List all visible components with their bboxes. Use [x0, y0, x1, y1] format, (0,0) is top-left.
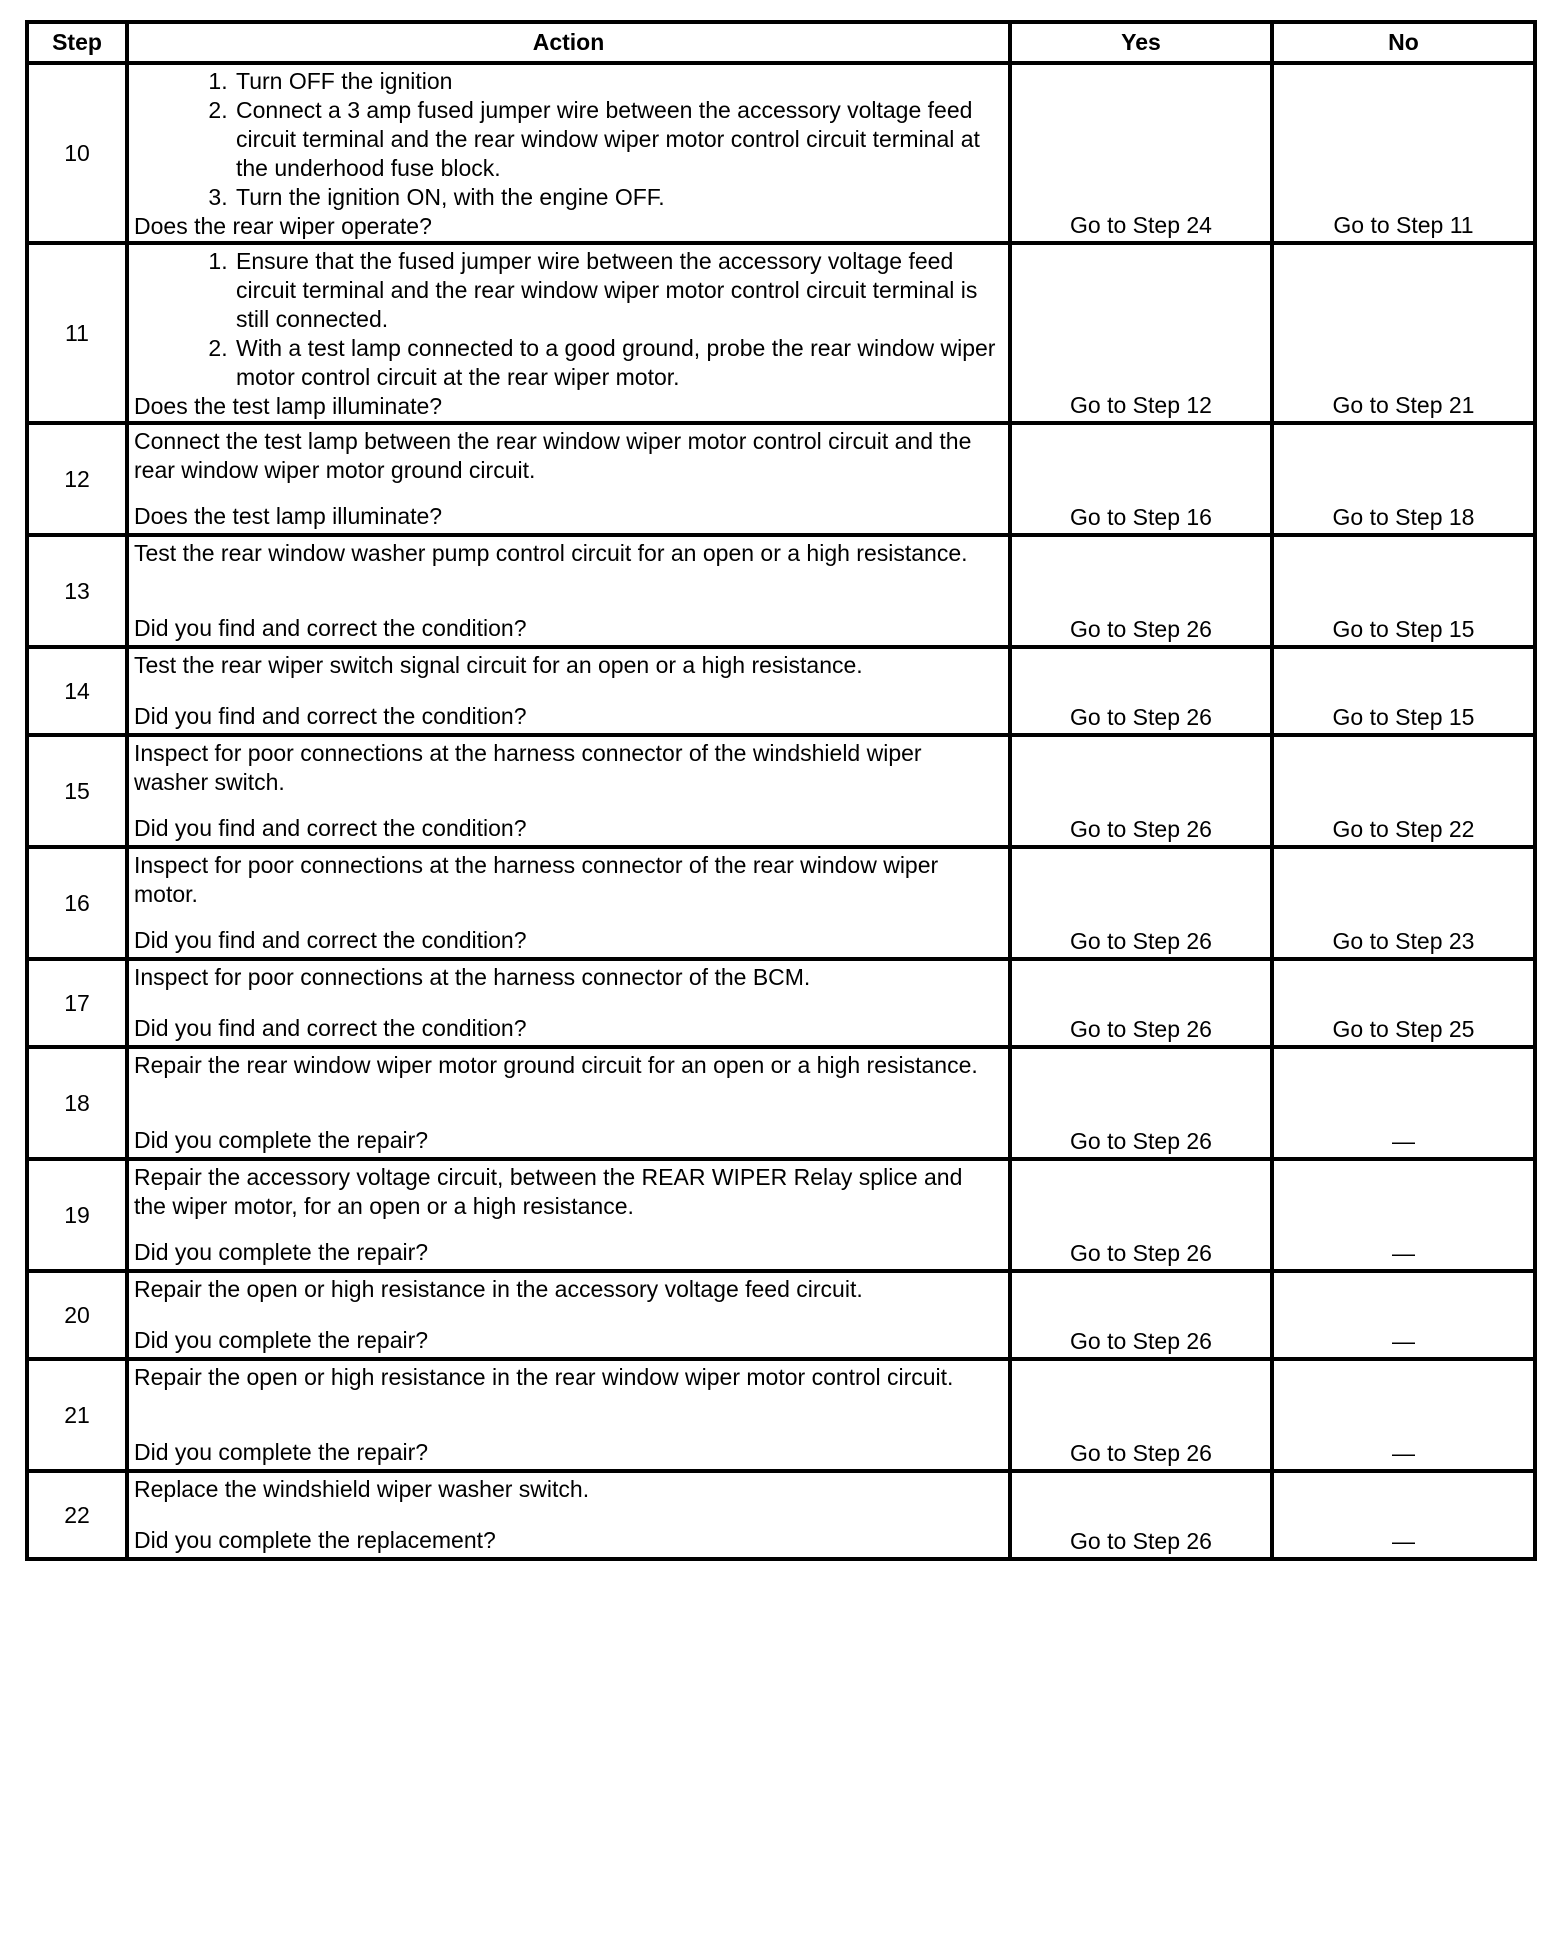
no-result: Go to Step 15: [1272, 647, 1535, 735]
step-number: 21: [27, 1359, 127, 1471]
action-question: Did you find and correct the condition?: [134, 1015, 527, 1041]
step-number: 15: [27, 735, 127, 847]
action-cell: [127, 1047, 1010, 1159]
action-text: Test the rear window washer pump control circuit for an open or a high resistance.: [134, 540, 968, 566]
action-content: [134, 427, 1000, 531]
action-text: Test the rear wiper switch signal circuit for an open or a high resistance.: [134, 652, 863, 678]
action-question: Did you find and correct the condition?: [134, 815, 527, 841]
action-content: [134, 539, 1000, 643]
action-text: Connect the test lamp between the rear window wiper motor control circuit and the rear window wiper motor ground circuit.: [134, 428, 972, 483]
action-question: Does the rear wiper operate?: [134, 213, 432, 239]
no-result: Go to Step 11: [1272, 63, 1535, 243]
header-step: Step: [27, 22, 127, 63]
action-text: Repair the accessory voltage circuit, between the REAR WIPER Relay splice and the wiper motor, for an open or a high resistance.: [134, 1164, 963, 1219]
action-cell: [127, 243, 1010, 423]
action-text: Inspect for poor connections at the harness connector of the rear window wiper motor.: [134, 852, 939, 907]
header-no: No: [1272, 22, 1535, 63]
table-row: [27, 735, 1535, 847]
step-number: 19: [27, 1159, 127, 1271]
action-question: Does the test lamp illuminate?: [134, 393, 443, 419]
action-cell: [127, 1271, 1010, 1359]
action-cell: [127, 1159, 1010, 1271]
step-number: 11: [27, 243, 127, 423]
step-number: 20: [27, 1271, 127, 1359]
header-row: [27, 22, 1535, 63]
action-step: 1. Ensure that the fused jumper wire between the accessory voltage feed circuit terminal and the rear window wiper motor control circuit terminal is still connected.: [234, 247, 1000, 334]
yes-result: Go to Step 26: [1010, 647, 1272, 735]
action-cell: [127, 423, 1010, 535]
action-content: [134, 1051, 1000, 1155]
action-step: 1. Turn OFF the ignition: [234, 67, 1000, 96]
action-content: [134, 851, 1000, 955]
table-row: [27, 647, 1535, 735]
step-number: 13: [27, 535, 127, 647]
action-step: 2. With a test lamp connected to a good ground, probe the rear window wiper motor control circuit at the rear wiper motor.: [234, 334, 1000, 392]
table-row: [27, 1359, 1535, 1471]
action-cell: [127, 647, 1010, 735]
yes-result: Go to Step 26: [1010, 1047, 1272, 1159]
action-question: Did you complete the replacement?: [134, 1527, 496, 1553]
action-question: Did you complete the repair?: [134, 1239, 429, 1265]
action-step: 3. Turn the ignition ON, with the engine OFF.: [234, 183, 1000, 212]
action-question: Did you find and correct the condition?: [134, 927, 527, 953]
step-number: 10: [27, 63, 127, 243]
action-cell: [127, 63, 1010, 243]
table-row: [27, 1271, 1535, 1359]
no-result: Go to Step 22: [1272, 735, 1535, 847]
no-result: Go to Step 25: [1272, 959, 1535, 1047]
action-cell: [127, 847, 1010, 959]
diagnostic-table: [25, 20, 1537, 1561]
yes-result: Go to Step 26: [1010, 1271, 1272, 1359]
action-content: [134, 963, 1000, 1043]
yes-result: Go to Step 26: [1010, 959, 1272, 1047]
step-number: 16: [27, 847, 127, 959]
table-row: [27, 535, 1535, 647]
action-text: Replace the windshield wiper washer switch.: [134, 1476, 590, 1502]
action-content: [134, 1475, 1000, 1555]
table-row: [27, 1159, 1535, 1271]
action-text: Repair the open or high resistance in the accessory voltage feed circuit.: [134, 1276, 863, 1302]
no-result: —: [1272, 1159, 1535, 1271]
no-result: —: [1272, 1271, 1535, 1359]
action-question: Does the test lamp illuminate?: [134, 503, 443, 529]
action-question: Did you complete the repair?: [134, 1127, 429, 1153]
action-text: Repair the rear window wiper motor ground circuit for an open or a high resistance.: [134, 1052, 978, 1078]
yes-result: Go to Step 16: [1010, 423, 1272, 535]
yes-result: Go to Step 26: [1010, 1471, 1272, 1559]
no-result: Go to Step 23: [1272, 847, 1535, 959]
table-row: [27, 423, 1535, 535]
action-content: [134, 67, 1000, 239]
table-row: [27, 63, 1535, 243]
table-row: [27, 243, 1535, 423]
action-step: 2. Connect a 3 amp fused jumper wire between the accessory voltage feed circuit terminal and the rear window wiper motor control circuit terminal at the underhood fuse block.: [234, 96, 1000, 183]
action-text: Inspect for poor connections at the harness connector of the BCM.: [134, 964, 811, 990]
no-result: —: [1272, 1047, 1535, 1159]
action-question: Did you complete the repair?: [134, 1327, 429, 1353]
action-content: [134, 1275, 1000, 1355]
action-cell: [127, 535, 1010, 647]
table-row: [27, 1047, 1535, 1159]
no-result: Go to Step 18: [1272, 423, 1535, 535]
step-number: 18: [27, 1047, 127, 1159]
table-row: [27, 847, 1535, 959]
action-content: [134, 1363, 1000, 1467]
step-number: 14: [27, 647, 127, 735]
action-question: Did you complete the repair?: [134, 1439, 429, 1465]
yes-result: Go to Step 26: [1010, 735, 1272, 847]
header-action: Action: [127, 22, 1010, 63]
action-content: [134, 1163, 1000, 1267]
action-cell: [127, 1471, 1010, 1559]
action-cell: [127, 959, 1010, 1047]
action-steps-list: [134, 67, 1000, 212]
no-result: Go to Step 15: [1272, 535, 1535, 647]
yes-result: Go to Step 26: [1010, 535, 1272, 647]
header-yes: Yes: [1010, 22, 1272, 63]
action-content: [134, 247, 1000, 419]
yes-result: Go to Step 26: [1010, 847, 1272, 959]
action-content: [134, 651, 1000, 731]
yes-result: Go to Step 24: [1010, 63, 1272, 243]
yes-result: Go to Step 26: [1010, 1359, 1272, 1471]
no-result: —: [1272, 1471, 1535, 1559]
no-result: Go to Step 21: [1272, 243, 1535, 423]
action-cell: [127, 735, 1010, 847]
action-text: Repair the open or high resistance in the rear window wiper motor control circuit.: [134, 1364, 954, 1390]
step-number: 22: [27, 1471, 127, 1559]
step-number: 17: [27, 959, 127, 1047]
step-number: 12: [27, 423, 127, 535]
action-steps-list: [134, 247, 1000, 392]
action-question: Did you find and correct the condition?: [134, 703, 527, 729]
yes-result: Go to Step 12: [1010, 243, 1272, 423]
action-text: Inspect for poor connections at the harness connector of the windshield wiper washer switch.: [134, 740, 922, 795]
action-question: Did you find and correct the condition?: [134, 615, 527, 641]
action-content: [134, 739, 1000, 843]
action-cell: [127, 1359, 1010, 1471]
table-row: [27, 959, 1535, 1047]
yes-result: Go to Step 26: [1010, 1159, 1272, 1271]
no-result: —: [1272, 1359, 1535, 1471]
table-row: [27, 1471, 1535, 1559]
